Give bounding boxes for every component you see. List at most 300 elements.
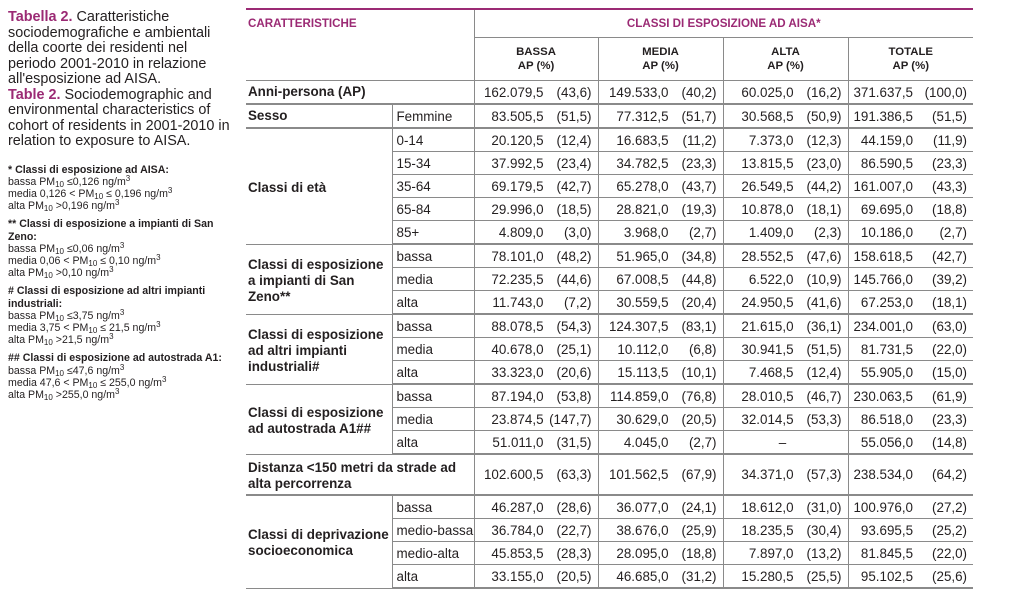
cell-percent: (23,3) <box>932 155 968 171</box>
table-cell <box>723 454 848 495</box>
cell-percent: (51,7) <box>681 108 717 124</box>
table-cell <box>474 454 598 495</box>
caption-text-it: Caratteristiche sociodemografiche e ambientali della coorte dei residenti nel periodo 2001-2010 in relazione all'esposizione ad AISA. <box>8 9 211 87</box>
cell-value: 6.522,0 <box>748 271 794 287</box>
cell-percent: (31,2) <box>681 568 717 584</box>
cell-value: 23.874,5 <box>491 411 544 427</box>
cell-value: 26.549,5 <box>741 178 794 194</box>
cell-percent: (39,2) <box>932 271 968 287</box>
table-cell <box>474 495 598 519</box>
row-group-label: Classi di esposizione ad autostrada A1## <box>246 384 392 454</box>
cell-percent: (53,8) <box>556 388 592 404</box>
caption-label-it: Tabella 2. <box>8 9 73 25</box>
cell-percent: (19,3) <box>681 201 717 217</box>
row-sublabel: alta <box>392 565 474 589</box>
header-characteristics: CARATTERISTICHE <box>246 9 474 38</box>
cell-percent: (25,5) <box>806 568 842 584</box>
cell-value: 77.312,5 <box>616 108 669 124</box>
row-group-label: Distanza <150 metri da strade ad alta percorrenza <box>246 454 474 495</box>
cell-percent: (31,5) <box>556 434 592 450</box>
header-col-media <box>598 38 723 81</box>
table-cell <box>723 81 848 105</box>
cell-percent: (3,0) <box>563 224 592 240</box>
table-cell <box>598 291 723 315</box>
cell-value: 18.235,5 <box>741 522 794 538</box>
table-row <box>246 314 973 338</box>
cell-value: 7.468,5 <box>748 364 794 380</box>
table-cell <box>474 542 598 565</box>
table-row <box>246 244 973 268</box>
cell-percent: (25,6) <box>932 568 968 584</box>
cell-percent: (67,9) <box>681 467 717 482</box>
cell-percent: (2,3) <box>813 224 842 240</box>
table-cell <box>723 338 848 361</box>
cell-value: 36.077,0 <box>616 499 669 515</box>
cell-value: 10.112,0 <box>617 341 669 357</box>
table-cell <box>723 408 848 431</box>
cell-value: 60.025,0 <box>741 84 794 100</box>
note-sanzeno-mid: media $0,06 < PM_{10} \le 0,10$ $ng/m^3$ <box>8 252 161 268</box>
table-cell <box>723 104 848 128</box>
cell-value: 102.600,5 <box>483 467 544 482</box>
cell-percent: (18,1) <box>932 294 968 310</box>
table-cell <box>848 542 973 565</box>
table-body <box>246 81 973 589</box>
cell-value: 33.155,0 <box>491 568 544 584</box>
cell-percent: (44,6) <box>556 271 592 287</box>
cell-value: 78.101,0 <box>491 248 544 264</box>
cell-value: 30.559,5 <box>616 294 669 310</box>
cell-value: 149.533,0 <box>608 84 669 100</box>
table-cell <box>848 291 973 315</box>
cell-percent: (42,7) <box>932 248 968 264</box>
table-cell <box>474 519 598 542</box>
cell-value: 67.008,5 <box>616 271 669 287</box>
table-cell <box>848 384 973 408</box>
cell-percent: (51,5) <box>806 341 842 357</box>
cell-value: 10.878,0 <box>741 201 794 217</box>
cell-value: 37.992,5 <box>491 155 544 171</box>
cell-value: 93.695,5 <box>860 522 914 538</box>
table-cell <box>848 408 973 431</box>
table-cell <box>848 128 973 152</box>
cell-value: 114.859,0 <box>609 388 669 404</box>
cell-percent: (25,2) <box>932 522 968 538</box>
cell-value: 238.534,0 <box>853 467 914 482</box>
table-cell <box>723 244 848 268</box>
caption-label-en: Table 2. <box>8 86 61 103</box>
table-cell <box>598 519 723 542</box>
table-cell <box>848 519 973 542</box>
note-sanzeno-title: ** Classi di esposizione a impianti di San Zeno: <box>8 218 214 243</box>
cell-percent: (11,2) <box>682 132 717 148</box>
cell-percent: (20,6) <box>556 364 592 380</box>
header-exposure-classes: CLASSI DI ESPOSIZIONE AD AISA* <box>474 9 973 38</box>
table-cell <box>598 198 723 221</box>
cell-value: 20.120,5 <box>491 132 544 148</box>
cell-percent: (23,3) <box>932 411 968 427</box>
table-cell <box>598 81 723 105</box>
caption-italian <box>8 10 233 88</box>
table-cell <box>598 361 723 385</box>
row-sublabel: medio-bassa <box>392 519 474 542</box>
cell-value: 95.102,5 <box>860 568 914 584</box>
cell-value: 7.373,0 <box>748 132 794 148</box>
note-aisa-mid: media $0,126 < PM_{10} \le 0,196$ $ng/m^3$ <box>8 185 173 201</box>
cell-percent: (6,8) <box>688 341 717 357</box>
note-industrial-title: # Classi di esposizione ad altri impianti industriali: <box>8 285 206 310</box>
cell-percent: (16,2) <box>806 84 842 100</box>
cell-percent: (63,3) <box>556 467 592 482</box>
table-cell <box>474 198 598 221</box>
table-cell <box>848 565 973 589</box>
cell-percent: (28,3) <box>556 545 592 561</box>
table-caption <box>8 10 233 401</box>
table-cell <box>723 384 848 408</box>
cell-percent: (15,0) <box>932 364 968 380</box>
header-col-totale <box>848 38 973 81</box>
cell-value: 15.280,5 <box>741 568 794 584</box>
cell-value: 24.950,5 <box>741 294 794 310</box>
cell-percent: (20,4) <box>681 294 717 310</box>
table-cell <box>723 314 848 338</box>
note-aisa-high: alta $PM_{10} >0,196$ $ng/m^3$ <box>8 198 120 214</box>
col-name: TOTALE <box>888 46 934 58</box>
table-cell <box>723 495 848 519</box>
table-cell <box>598 221 723 245</box>
note-sanzeno-low: bassa $PM_{10} \le 0,06$ $ng/m^3$ <box>8 240 125 256</box>
cell-percent: (23,4) <box>556 155 592 171</box>
cell-value: 30.568,5 <box>741 108 794 124</box>
row-sublabel: medio-alta <box>392 542 474 565</box>
cell-value: 38.676,0 <box>616 522 669 538</box>
cell-percent: (20,5) <box>556 568 592 584</box>
table-cell <box>723 361 848 385</box>
cell-value: 16.683,5 <box>616 132 669 148</box>
table-cell <box>723 291 848 315</box>
footnotes <box>8 164 233 402</box>
table-cell <box>598 384 723 408</box>
cell-percent: (14,8) <box>932 434 968 450</box>
cell-value: 40.678,0 <box>491 341 544 357</box>
cell-percent: (42,7) <box>556 178 592 194</box>
cell-percent: (20,5) <box>681 411 717 427</box>
table-cell <box>474 128 598 152</box>
row-sublabel: 35-64 <box>392 175 474 198</box>
cell-value: 32.014,5 <box>741 411 794 427</box>
table-cell <box>474 175 598 198</box>
cell-percent: (23,3) <box>681 155 717 171</box>
table-cell <box>848 152 973 175</box>
cell-value: 11.743,0 <box>492 294 544 310</box>
cell-value: 83.505,5 <box>491 108 544 124</box>
cell-percent: (18,1) <box>806 201 842 217</box>
row-sublabel: bassa <box>392 495 474 519</box>
row-sublabel: alta <box>392 291 474 315</box>
table-row <box>246 384 973 408</box>
table-cell <box>848 244 973 268</box>
note-industrial-high: alta $PM_{10} >21,5$ $ng/m^3$ <box>8 332 114 348</box>
cell-value: 161.007,0 <box>853 178 914 194</box>
cell-value: 51.011,0 <box>492 434 544 450</box>
cell-value: 29.996,0 <box>491 201 544 217</box>
cell-value: 86.590,5 <box>860 155 914 171</box>
table-header-main <box>246 9 973 38</box>
cell-percent: (2,7) <box>688 224 717 240</box>
row-sublabel: bassa <box>392 244 474 268</box>
table-cell <box>848 454 973 495</box>
table-cell <box>474 408 598 431</box>
cell-percent: (12,4) <box>806 364 842 380</box>
cell-value: 101.562,5 <box>608 467 669 482</box>
cell-value: 28.010,5 <box>741 388 794 404</box>
cell-percent: (12,4) <box>556 132 592 148</box>
caption-text-en: Sociodemographic and environmental characteristics of cohort of residents in 2001-2010 in relation to exposure to AISA. <box>8 86 230 149</box>
cell-value: 72.235,5 <box>491 271 544 287</box>
col-unit: AP (%) <box>517 60 555 72</box>
table-cell <box>848 268 973 291</box>
table-cell <box>598 565 723 589</box>
cell-value: 28.821,0 <box>616 201 669 217</box>
cell-percent: (83,1) <box>681 318 717 334</box>
table-cell <box>474 221 598 245</box>
col-unit: AP (%) <box>767 60 804 72</box>
cell-percent: (31,0) <box>806 499 842 515</box>
table-cell <box>723 268 848 291</box>
cell-value: 21.615,0 <box>741 318 794 334</box>
table-row <box>246 81 973 105</box>
table-cell <box>598 495 723 519</box>
cell-percent: (18,5) <box>556 201 592 217</box>
cell-value: 28.095,0 <box>616 545 669 561</box>
row-group-label: Classi di deprivazione socioeconomica <box>246 495 392 588</box>
row-sublabel: Femmine <box>392 104 474 128</box>
row-group-label: Classi di esposizione a impianti di San Zeno** <box>246 244 392 314</box>
row-sublabel: alta <box>392 361 474 385</box>
header-blank <box>246 38 474 81</box>
cell-value: 4.045,0 <box>623 434 669 450</box>
row-sublabel: alta <box>392 431 474 455</box>
table-cell <box>598 175 723 198</box>
cell-value: 65.278,0 <box>616 178 669 194</box>
cell-percent: (44,2) <box>806 178 842 194</box>
table-cell <box>598 268 723 291</box>
cell-percent: (18,8) <box>681 545 717 561</box>
cell-value: 234.001,0 <box>853 318 914 334</box>
table-header-sub <box>246 38 973 81</box>
note-highway-low: bassa $PM_{10} \le 47,6$ $ng/m^3$ <box>8 362 125 378</box>
table-cell <box>848 221 973 245</box>
table-cell <box>474 268 598 291</box>
table-cell <box>474 384 598 408</box>
header-col-alta <box>723 38 848 81</box>
cell-percent: (2,7) <box>688 434 717 450</box>
cell-percent: (43,6) <box>556 84 592 100</box>
table-cell <box>474 81 598 105</box>
table-cell <box>598 128 723 152</box>
table-cell <box>474 244 598 268</box>
row-sublabel: media <box>392 268 474 291</box>
cell-value: 13.815,5 <box>741 155 794 171</box>
cell-value: 28.552,5 <box>741 248 794 264</box>
table-cell <box>848 338 973 361</box>
cell-percent: (7,2) <box>563 294 592 310</box>
cell-value: 33.323,0 <box>491 364 544 380</box>
table-cell <box>848 81 973 105</box>
cell-value: 67.253,0 <box>860 294 914 310</box>
table-cell <box>723 431 848 455</box>
table-cell <box>848 314 973 338</box>
table-cell <box>474 314 598 338</box>
table-row <box>246 454 973 495</box>
cell-value: 100.976,0 <box>853 499 914 515</box>
cell-percent: (76,8) <box>681 388 717 404</box>
header-col-bassa <box>474 38 598 81</box>
cell-percent: (34,8) <box>681 248 717 264</box>
cell-value: 371.637,5 <box>853 84 914 100</box>
cell-value: 30.629,0 <box>616 411 669 427</box>
col-unit: AP (%) <box>642 60 679 72</box>
cell-percent: (11,9) <box>933 132 968 148</box>
row-group-label: Classi di esposizione ad altri impianti industriali# <box>246 314 392 384</box>
table-cell <box>598 338 723 361</box>
table-cell <box>474 338 598 361</box>
table-cell <box>723 519 848 542</box>
cell-percent: (13,2) <box>806 545 842 561</box>
cell-value: 55.056,0 <box>860 434 914 450</box>
cell-value: 46.287,0 <box>491 499 544 515</box>
row-sublabel: media <box>392 408 474 431</box>
col-unit: AP (%) <box>892 60 930 72</box>
cell-value: 36.784,0 <box>491 522 544 538</box>
table-cell <box>474 152 598 175</box>
cell-value: – <box>778 434 787 450</box>
table-cell <box>723 128 848 152</box>
table-cell <box>723 542 848 565</box>
cell-percent: (22,7) <box>556 522 592 538</box>
table-cell <box>474 565 598 589</box>
cell-value: 230.063,5 <box>853 388 914 404</box>
table-cell <box>474 431 598 455</box>
row-sublabel: media <box>392 338 474 361</box>
row-sublabel: 85+ <box>392 221 474 245</box>
table-cell <box>723 198 848 221</box>
table-cell <box>598 152 723 175</box>
table-row <box>246 104 973 128</box>
table-cell <box>848 495 973 519</box>
cell-percent: (2,7) <box>939 224 968 240</box>
cell-percent: (51,5) <box>932 108 968 124</box>
cell-value: 55.905,0 <box>860 364 914 380</box>
cell-percent: (22,0) <box>932 545 968 561</box>
table-cell <box>474 104 598 128</box>
cell-value: 88.078,5 <box>491 318 544 334</box>
row-sublabel: 15-34 <box>392 152 474 175</box>
note-highway-high: alta $PM_{10} >255,0$ $ng/m^3$ <box>8 386 120 402</box>
row-group-label: Classi di età <box>246 128 392 244</box>
note-industrial-mid: media $3,75 < PM_{10} \le 21,5$ $ng/m^3$ <box>8 319 161 335</box>
cell-percent: (23,0) <box>806 155 842 171</box>
cell-percent: (48,2) <box>556 248 592 264</box>
cell-percent: (12,3) <box>806 132 842 148</box>
table-cell <box>598 314 723 338</box>
cell-value: 3.968,0 <box>623 224 669 240</box>
cell-percent: (28,6) <box>556 499 592 515</box>
cell-value: 7.897,0 <box>748 545 794 561</box>
cell-value: 87.194,0 <box>491 388 544 404</box>
cell-value: 162.079,5 <box>483 84 544 100</box>
cell-percent: (40,2) <box>681 84 717 100</box>
table-cell <box>598 542 723 565</box>
cell-percent: (18,8) <box>932 201 968 217</box>
cell-value: 51.965,0 <box>616 248 669 264</box>
cell-percent: (64,2) <box>932 467 968 482</box>
table-cell <box>848 198 973 221</box>
cell-percent: (44,8) <box>681 271 717 287</box>
cell-percent: (61,9) <box>932 388 968 404</box>
cell-value: 145.766,0 <box>853 271 914 287</box>
cell-percent: (24,1) <box>681 499 717 515</box>
cell-percent: (46,7) <box>806 388 842 404</box>
table-cell <box>598 454 723 495</box>
note-aisa-title: * Classi di esposizione ad AISA: <box>8 163 169 176</box>
cell-value: 10.186,0 <box>860 224 914 240</box>
cell-value: 46.685,0 <box>616 568 669 584</box>
characteristics-table <box>246 8 973 589</box>
cell-value: 44.159,0 <box>860 132 914 148</box>
row-sublabel: 65-84 <box>392 198 474 221</box>
row-sublabel: bassa <box>392 384 474 408</box>
table-cell <box>598 104 723 128</box>
cell-value: 18.612,0 <box>741 499 794 515</box>
note-aisa-low: bassa $PM_{10} \le 0,126$ $ng/m^3$ <box>8 173 131 189</box>
table-cell <box>848 361 973 385</box>
table-cell <box>848 104 973 128</box>
cell-percent: (10,9) <box>806 271 842 287</box>
cell-percent: (22,0) <box>932 341 968 357</box>
cell-value: 1.409,0 <box>748 224 794 240</box>
cell-value: 81.731,5 <box>860 341 914 357</box>
cell-percent: (25,9) <box>681 522 717 538</box>
table-cell <box>474 291 598 315</box>
cell-value: 69.695,0 <box>860 201 914 217</box>
cell-percent: (53,3) <box>806 411 842 427</box>
cell-value: 34.782,5 <box>616 155 669 171</box>
row-sublabel: bassa <box>392 314 474 338</box>
table-cell <box>598 431 723 455</box>
cell-percent: (36,1) <box>806 318 842 334</box>
table-cell <box>474 361 598 385</box>
table-cell <box>723 565 848 589</box>
col-name: MEDIA <box>642 46 679 58</box>
table-cell <box>598 408 723 431</box>
cell-value: 34.371,0 <box>741 467 794 482</box>
cell-value: 158.618,5 <box>853 248 914 264</box>
col-name: BASSA <box>516 46 556 58</box>
table-cell <box>723 152 848 175</box>
cell-value: 4.809,0 <box>498 224 544 240</box>
cell-value: 81.845,5 <box>860 545 914 561</box>
caption-english <box>8 88 233 150</box>
col-name: ALTA <box>771 46 800 58</box>
row-sublabel: 0-14 <box>392 128 474 152</box>
cell-percent: (51,5) <box>556 108 592 124</box>
cell-percent: (41,6) <box>806 294 842 310</box>
table-row <box>246 495 973 519</box>
cell-percent: (43,7) <box>681 178 717 194</box>
cell-percent: (57,3) <box>806 467 842 482</box>
row-group-label: Sesso <box>246 104 392 128</box>
